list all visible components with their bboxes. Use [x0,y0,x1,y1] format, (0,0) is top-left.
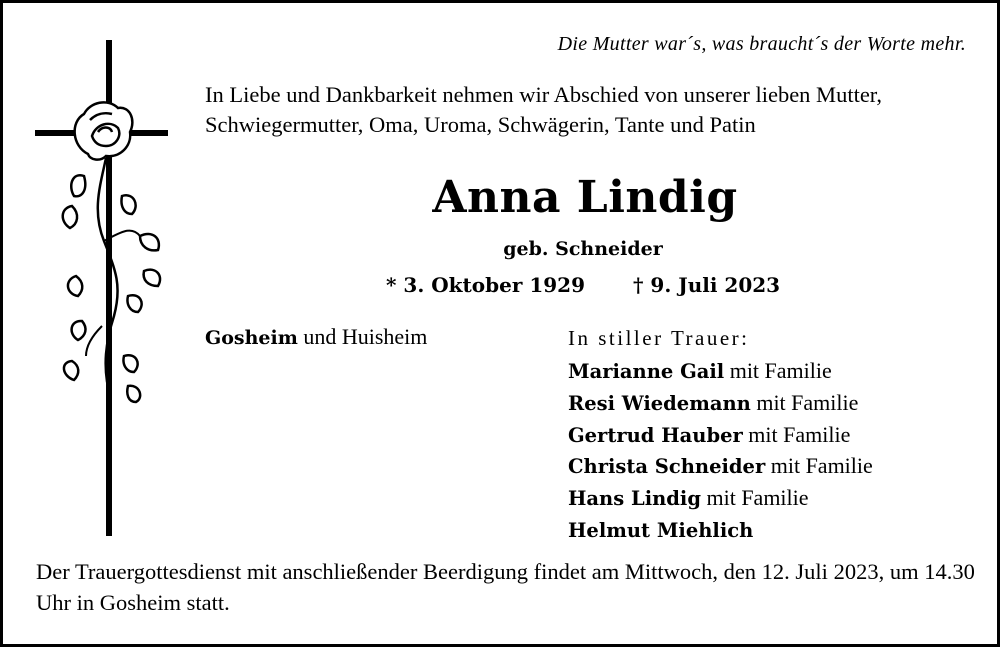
list-item [568,387,873,419]
mourner-suffix: mit Familie [742,421,851,447]
mourning-heading: In stiller Trauer: [568,326,750,350]
motto-quote: Die Mutter war´s, was braucht´s der Worte mehr. [557,33,966,55]
list-item [568,355,873,387]
mourner-name: Helmut Miehlich [568,518,754,542]
places [205,324,427,350]
deceased-name: Anna Lindig [432,172,738,223]
death-date: † 9. Juli 2023 [633,273,781,297]
mourner-suffix: mit Familie [700,485,809,511]
list-item [568,450,873,482]
cross-with-rose-icon [32,36,172,540]
mourner-suffix: mit Familie [724,358,832,383]
funeral-service-text: Der Trauergottesdienst mit anschließender Beerdigung findet am Mittwoch, den 12. Juli 2023, um 14.30 Uhr in Gosheim statt. [36,559,975,615]
mourner-suffix: mit Familie [765,453,873,479]
mourner-name: Marianne Gail [568,360,725,383]
mourner-name: Gertrud Hauber [568,423,743,447]
mourner-name: Hans Lindig [568,487,701,511]
birth-date: * 3. Oktober 1929 [386,273,585,297]
mourner-name: Resi Wiedemann [568,391,751,415]
mourner-suffix: mit Familie [750,389,859,415]
maiden-name: geb. Schneider [503,238,663,260]
list-item [568,482,873,514]
mourner-list [568,355,873,546]
list-item [568,419,873,451]
place-primary: Gosheim [205,327,298,349]
intro-text: In Liebe und Dankbarkeit nehmen wir Abschied von unserer lieben Mutter, Schwiegermutter, Oma, Uroma, Schwägerin, Tante und Patin [205,82,883,137]
mourner-name: Christa Schneider [568,455,766,479]
list-item [568,514,873,546]
place-rest: und Huisheim [297,324,428,349]
